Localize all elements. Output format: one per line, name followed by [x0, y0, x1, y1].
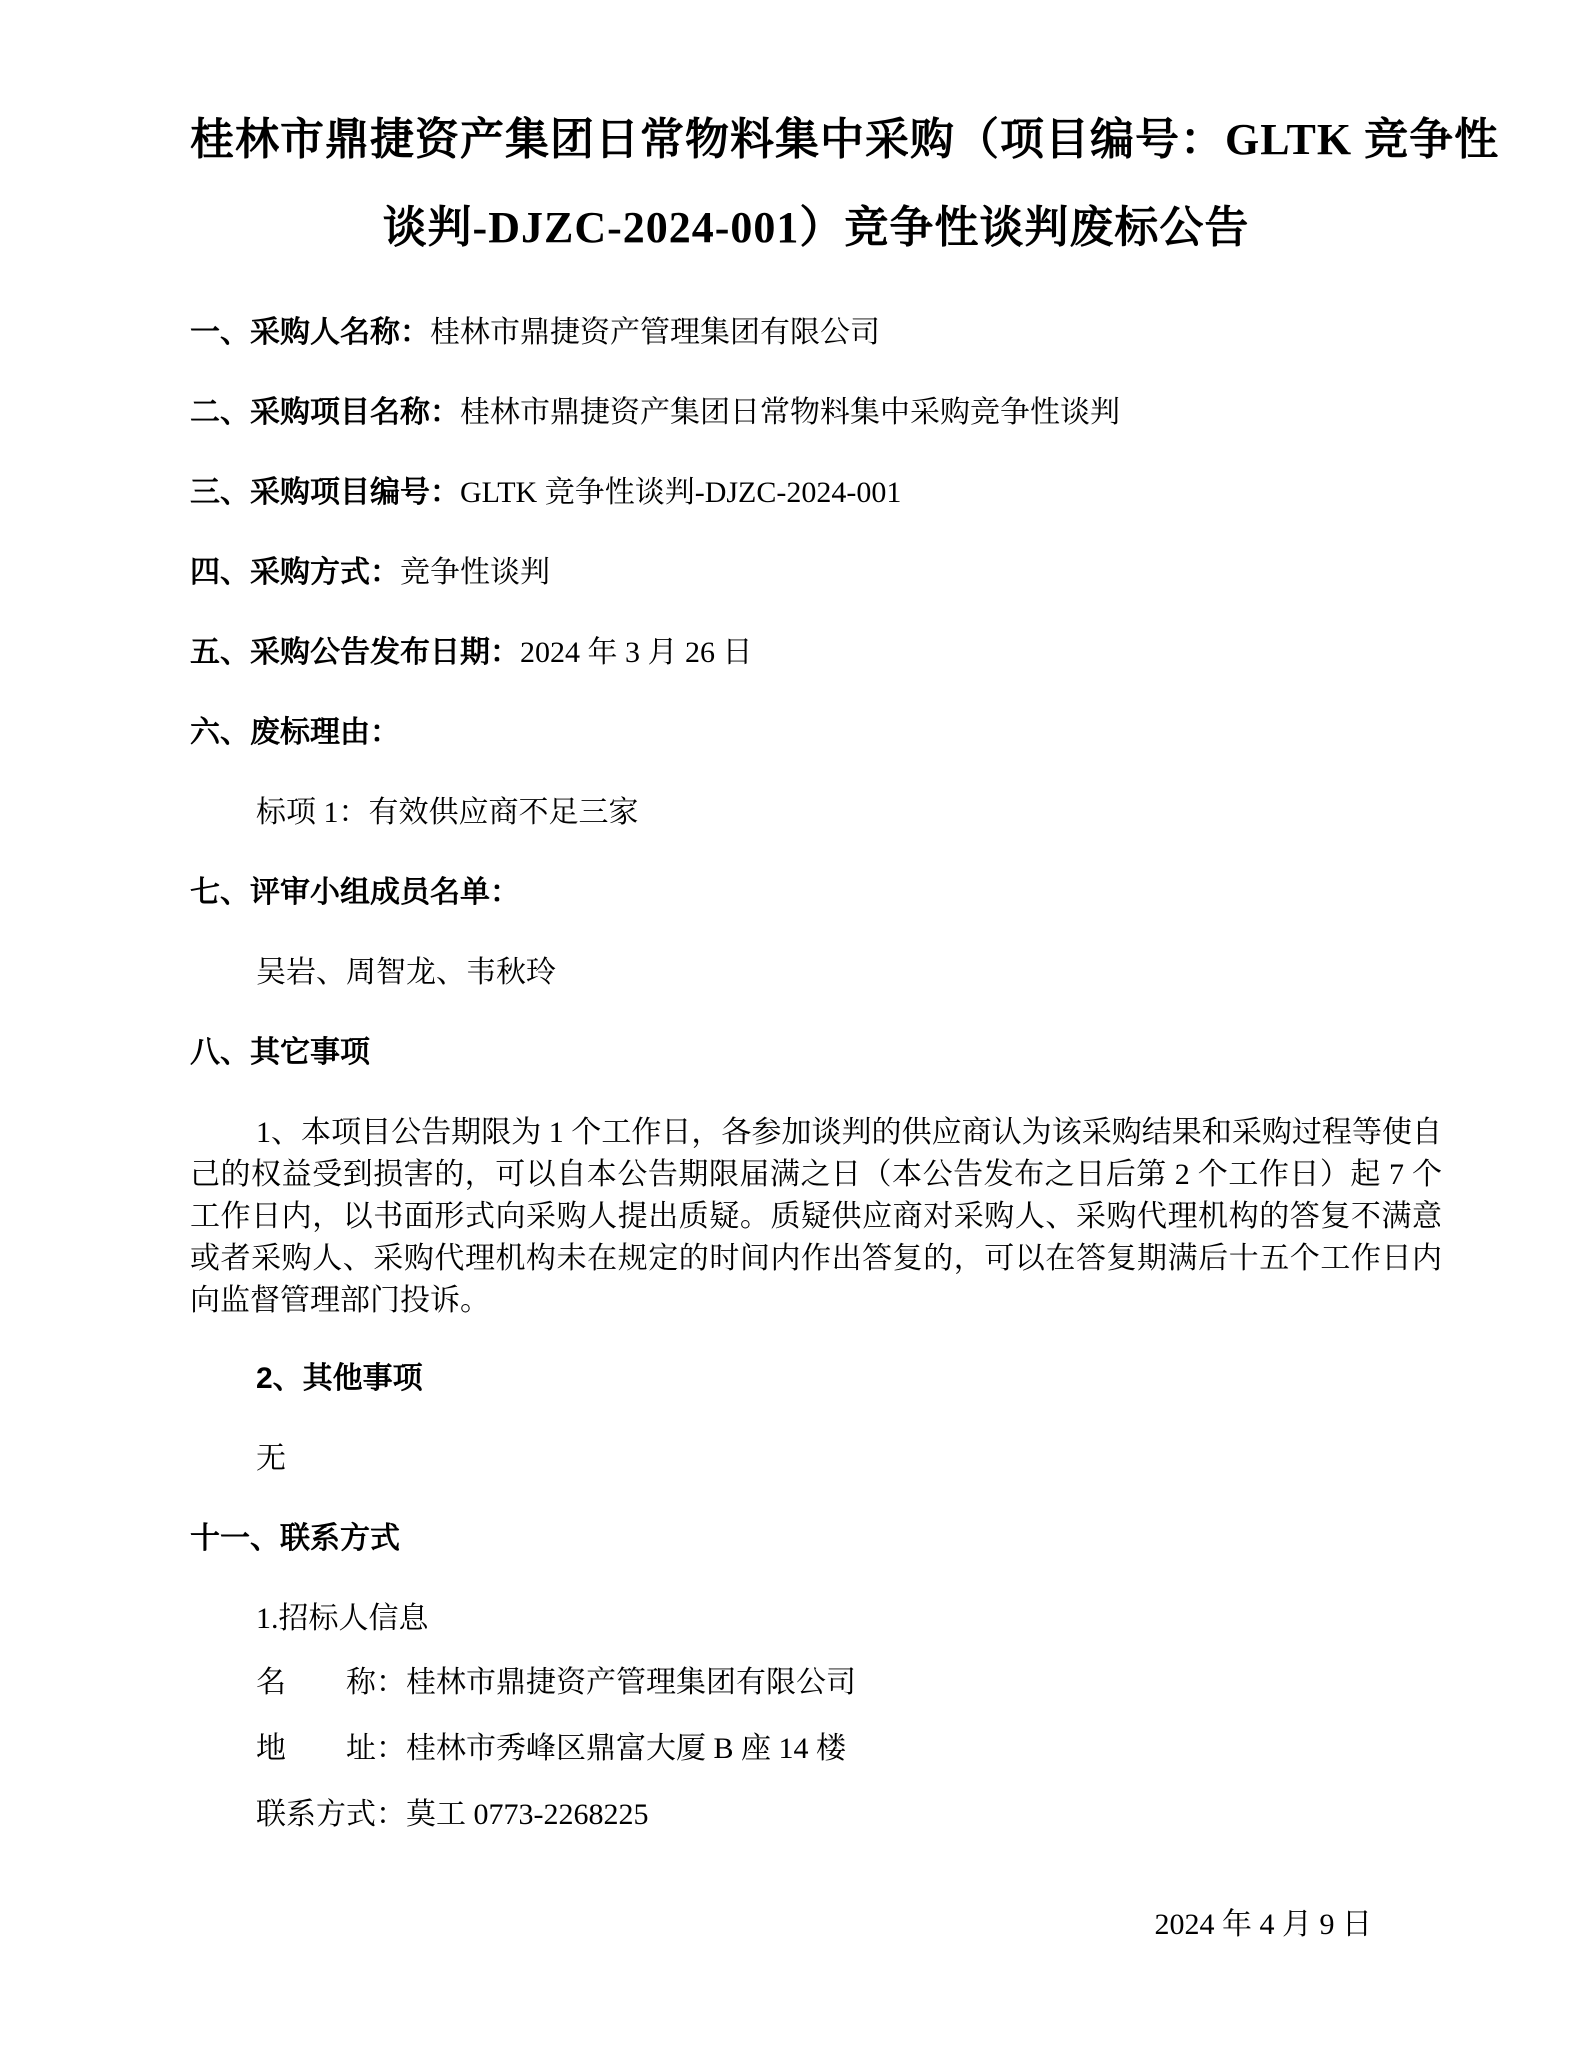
section-project-number-label: 三、采购项目编号：	[190, 476, 460, 509]
contact-name-row	[190, 1662, 1442, 1704]
section-other-matters	[190, 1032, 1442, 1074]
section-purchaser	[190, 312, 1442, 354]
section-purchaser-value: 桂林市鼎捷资产管理集团有限公司	[430, 316, 880, 349]
review-panel-members: 吴岩、周智龙、韦秋玲	[256, 956, 556, 989]
section-other-matters-label: 八、其它事项	[190, 1036, 370, 1069]
other-matters-sub-value: 无	[256, 1442, 286, 1475]
section-contact-label: 十一、联系方式	[190, 1522, 400, 1555]
bidder-info-heading: 1.招标人信息	[256, 1602, 429, 1635]
section-method-label: 四、采购方式：	[190, 556, 400, 589]
section-review-panel	[190, 872, 1442, 914]
section-project-number	[190, 472, 1442, 514]
contact-phone-row	[190, 1794, 1442, 1836]
section-project-name-label: 二、采购项目名称：	[190, 396, 460, 429]
contact-phone-label: 联系方式：	[256, 1798, 406, 1831]
section-project-name	[190, 392, 1442, 434]
cancel-reason-detail: 标项 1：有效供应商不足三家	[256, 796, 639, 829]
section-review-panel-label: 七、评审小组成员名单：	[190, 876, 520, 909]
section-project-name-value: 桂林市鼎捷资产集团日常物料集中采购竞争性谈判	[460, 396, 1120, 429]
contact-address-value: 桂林市秀峰区鼎富大厦 B 座 14 楼	[406, 1732, 847, 1765]
document-title-line-1: 桂林市鼎捷资产集团日常物料集中采购（项目编号：GLTK 竞争性	[190, 115, 1500, 164]
contact-name-label: 名 称：	[256, 1666, 406, 1699]
document-date: 2024 年 4 月 9 日	[1154, 1908, 1372, 1941]
section-purchaser-label: 一、采购人名称：	[190, 316, 430, 349]
document-title-line-2: 谈判-DJZC-2024-001）竞争性谈判废标公告	[382, 203, 1250, 252]
section-contact	[190, 1518, 1442, 1560]
document-title	[190, 96, 1500, 272]
section-cancel-reason-label: 六、废标理由：	[190, 716, 400, 749]
section-cancel-reason	[190, 712, 1442, 754]
section-announce-date-label: 五、采购公告发布日期：	[190, 636, 520, 669]
other-matters-paragraph: 1、本项目公告期限为 1 个工作日，各参加谈判的供应商认为该采购结果和采购过程等使自己的权益受到损害的，可以自本公告期限届满之日（本公告发布之日后第 2 个工作日）起 7 个工作日内，以书面形式向采购人提出质疑。质疑供应商对采购人、采购代理机构的答复不满意或者采购人、采购代理机构未在规定的时间内作出答复的，可以在答复期满后十五个工作日内向监督管理部门投诉。	[190, 1116, 1442, 1317]
section-project-number-value: GLTK 竞争性谈判-DJZC-2024-001	[460, 476, 902, 509]
contact-phone-value: 莫工 0773-2268225	[406, 1798, 649, 1831]
contact-address-row	[190, 1728, 1442, 1770]
contact-address-label: 地 址：	[256, 1732, 406, 1765]
section-announce-date	[190, 632, 1442, 674]
section-method	[190, 552, 1442, 594]
section-announce-date-value: 2024 年 3 月 26 日	[520, 636, 753, 669]
other-matters-sub-label: 2、其他事项	[256, 1362, 423, 1395]
section-method-value: 竞争性谈判	[400, 556, 550, 589]
contact-name-value: 桂林市鼎捷资产管理集团有限公司	[406, 1666, 856, 1699]
